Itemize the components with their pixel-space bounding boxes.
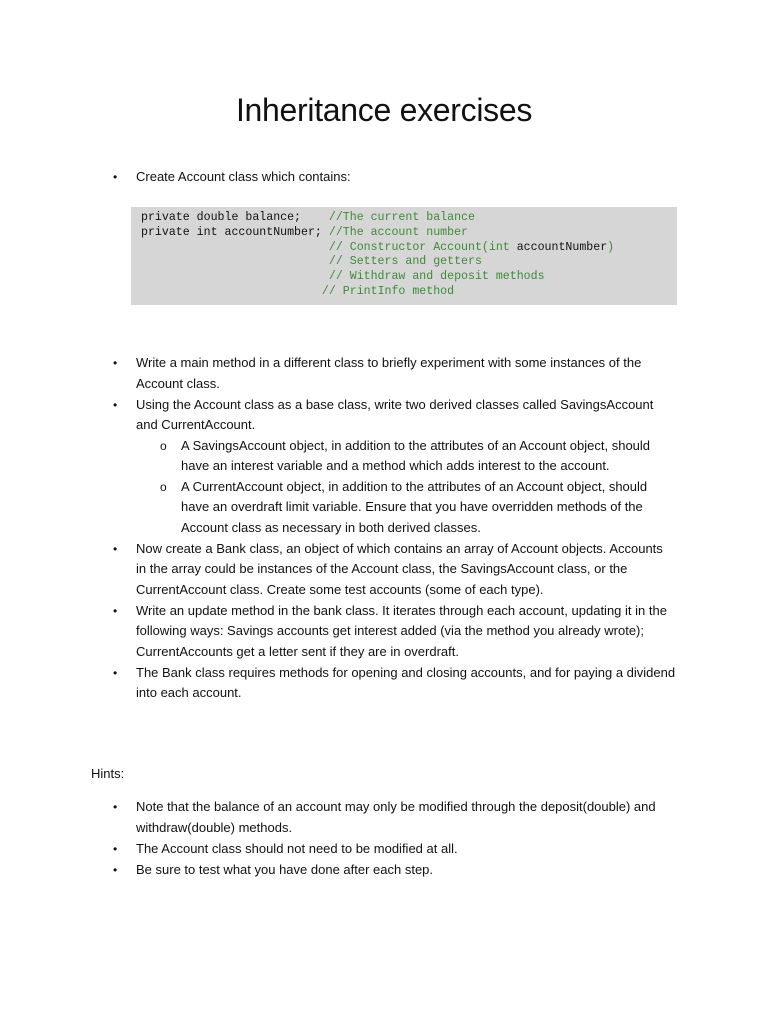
sub-list — [136, 436, 676, 539]
list-item — [0, 395, 768, 539]
list-item — [0, 353, 768, 394]
code-line-2-comment: //The account number — [328, 225, 469, 239]
sub-list-item-text: A SavingsAccount object, in addition to the attributes of an Account object, should have an interest variable and a method which adds interest to the account. — [181, 437, 651, 473]
circle-bullet-icon: o — [160, 438, 167, 453]
list-item — [0, 839, 768, 860]
bullet-icon: • — [113, 862, 118, 877]
list-item-text: Write a main method in a different class to briefly experiment with some instances of the Account class. — [136, 355, 642, 391]
code-line-5-comment: // Withdraw and deposit methods — [328, 270, 545, 284]
code-line-2-code: private int accountNumber; — [141, 225, 329, 239]
bullet-icon: • — [113, 170, 118, 184]
list-item-text: Be sure to test what you have done after each step. — [136, 861, 434, 877]
code-line-1-code: private double balance; — [141, 211, 329, 224]
code-line-3-end: ) — [607, 240, 615, 254]
list-item-text: The Account class should not need to be modified at all. — [136, 840, 458, 856]
code-indent — [141, 285, 322, 298]
code-line-6-comment: // PrintInfo method — [321, 284, 455, 298]
intro-list — [0, 167, 768, 188]
code-line-3-comment: // Constructor Account(int — [328, 240, 517, 254]
code-block — [131, 207, 677, 305]
circle-bullet-icon: o — [160, 479, 167, 494]
list-item-text: Write an update method in the bank class. It iterates through each account, updating it in the following ways: Savings accounts get interest added (via the method you already wrote); CurrentAccounts get a letter sent if they are in overdraft. — [136, 602, 667, 659]
task-list — [0, 353, 768, 704]
bullet-icon: • — [113, 541, 118, 556]
sub-list-item — [136, 477, 676, 539]
hints-heading: Hints: — [91, 766, 125, 781]
list-item-text: The Bank class requires methods for opening and closing accounts, and for paying a dividend into each account. — [136, 664, 676, 700]
code-line-4-comment: // Setters and getters — [328, 255, 482, 269]
code-line-3-arg: accountNumber — [516, 240, 608, 254]
bullet-icon: • — [113, 603, 118, 618]
sub-list-item-text: A CurrentAccount object, in addition to the attributes of an Account object, should have an overdraft limit variable. Ensure that you have overridden methods of the Account class as necessary in both derived classes. — [181, 478, 648, 535]
bullet-icon: • — [113, 665, 118, 680]
list-item — [0, 539, 768, 601]
code-listing — [141, 211, 614, 300]
list-item — [0, 663, 768, 704]
code-indent — [141, 255, 329, 268]
list-item-text: Create Account class which contains: — [136, 169, 351, 184]
list-item-text: Note that the balance of an account may only be modified through the deposit(double) and withdraw(double) methods. — [136, 799, 656, 835]
code-indent — [141, 241, 329, 254]
code-indent — [141, 270, 329, 283]
bullet-icon: • — [113, 356, 118, 370]
sub-list-item — [136, 436, 676, 477]
list-item-text: Now create a Bank class, an object of which contains an array of Account objects. Accounts in the array could be instances of the Account class, the SavingsAccount class, or the CurrentAccount class. Create some test accounts (some of each type). — [136, 540, 663, 597]
bullet-icon: • — [113, 397, 118, 412]
list-item-text: Using the Account class as a base class, write two derived classes called SavingsAccount and CurrentAccount. — [136, 396, 654, 432]
code-line-1-comment: //The current balance — [328, 211, 475, 224]
page-title: Inheritance exercises — [235, 92, 533, 128]
list-item — [0, 797, 768, 838]
list-item — [0, 860, 768, 881]
hints-list — [0, 797, 768, 881]
bullet-icon: • — [113, 841, 118, 856]
list-item — [0, 167, 768, 188]
list-item — [0, 601, 768, 663]
bullet-icon: • — [113, 800, 118, 814]
